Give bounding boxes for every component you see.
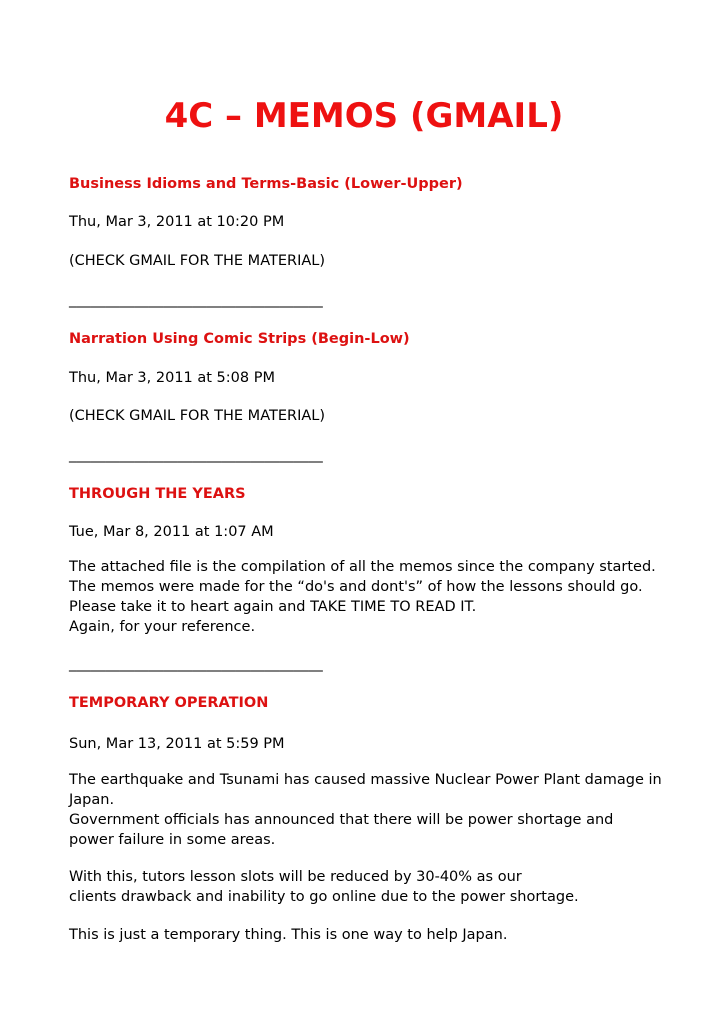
memo-4-paragraph-3: This is just a temporary thing. This is one way to help Japan. [69,927,508,943]
document-title: 4C – MEMOS (GMAIL) [164,96,564,136]
memo-3-body: The attached file is the compilation of all the memos since the company started. The memos were made for the “do's and dont's” of how the lessons should go. Please take it to heart again and TAKE TIME TO READ IT. Again, for your reference. [69,559,656,635]
memo-2-body: (CHECK GMAIL FOR THE MATERIAL) [69,408,326,424]
memo-1-subject: Business Idioms and Terms-Basic (Lower-Upper) [69,176,463,192]
memo-1-date: Thu, Mar 3, 2011 at 10:20 PM [69,214,285,230]
memo-4-paragraph-2: With this, tutors lesson slots will be reduced by 30-40% as our clients drawback and inability to go online due to the power shortage. [69,869,579,905]
memo-4-subject: TEMPORARY OPERATION [69,695,269,711]
memo-1-body: (CHECK GMAIL FOR THE MATERIAL) [69,253,326,269]
memo-2-date: Thu, Mar 3, 2011 at 5:08 PM [69,370,275,386]
memo-separator: ___________________________________ [69,656,323,672]
memo-4-date: Sun, Mar 13, 2011 at 5:59 PM [69,736,285,752]
memo-3-date: Tue, Mar 8, 2011 at 1:07 AM [69,524,274,540]
memo-separator: ___________________________________ [69,292,323,308]
memo-separator: ___________________________________ [69,447,323,463]
memo-4-paragraph-1: The earthquake and Tsunami has caused massive Nuclear Power Plant damage in Japan. Government officials has announced that there will be power shortage and power failure in some areas. [69,772,662,848]
memo-3-subject: THROUGH THE YEARS [69,486,246,502]
memo-2-subject: Narration Using Comic Strips (Begin-Low) [69,331,410,347]
